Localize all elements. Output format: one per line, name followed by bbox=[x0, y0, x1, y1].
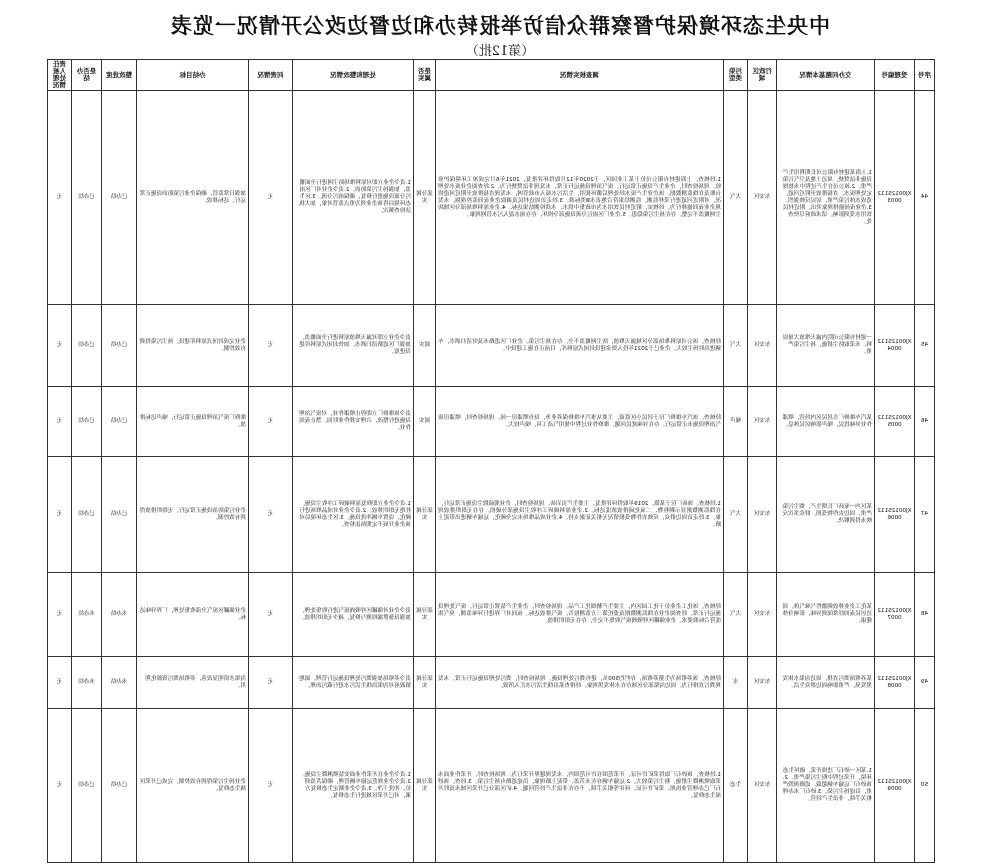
cell-account: 无 bbox=[249, 387, 293, 457]
cell-ptype: 生态 bbox=[724, 709, 748, 863]
cell-progress: 已办结 bbox=[102, 305, 137, 387]
cell-region: 东安区 bbox=[748, 457, 777, 573]
cell-verify: 经核查，该公司原料堆场部分区域露天堆放，防尘网覆盖不全，存在扬尘污染。企业厂区道路未及时清扫洒水，车辆进出时扬尘较大。企业已于2021年投入资金建设封闭式原料库，目前正在施工建设中。 bbox=[436, 305, 724, 387]
cell-no: 50 bbox=[915, 709, 935, 863]
cell-ptype: 大气 bbox=[724, 305, 748, 387]
cell-real: 部分属实 bbox=[414, 657, 436, 709]
cell-progress: 未办结 bbox=[102, 657, 137, 709]
cell-handle: 1.责令企业在开采作业面安装喷淋降尘设施。2.责令企业规范运输车辆管理，确保苫盖到位、冲洗干净。3.责令企业制定生态修复方案，对已开采区域进行生态修复。 bbox=[293, 709, 414, 863]
cell-issue: 1.上海某建材有限公司长期利用生产设施非法焚烧，周边土地及空气污染严重。2.该公司在生产过程中未按规定处理废水，直接排放至附近河道，造成水体污染严重，居民反映强烈。3.企业夜间偷排现象突出，附近村民饮用水受到影响，请求政府尽快查处。 bbox=[777, 91, 875, 305]
cell-closed: 未办结 bbox=[72, 657, 102, 709]
cell-closed: 已办结 bbox=[72, 305, 102, 387]
cell-id: XJ0012S1120007 bbox=[875, 573, 915, 657]
table-row bbox=[48, 457, 935, 573]
cell-handle: 1.责令企业立即对原料堆场防尘网进行全面覆盖，加强扬尘污染防治。2.责令企业对厂区雨污分流设施进行修复，确保雨污分流。3.区生态环境局将该企业列为重点监管对象，加大执法检查频次。 bbox=[293, 91, 414, 305]
cell-issue: 一建材有限公司院内露天堆放大量原料，未采取防尘措施，扬尘污染严重。 bbox=[777, 305, 875, 387]
cell-person: 无 bbox=[48, 709, 72, 863]
cell-region: 东安区 bbox=[748, 305, 777, 387]
cell-goal: 企业完成封闭式原料库建设，扬尘污染得到有效控制。 bbox=[137, 305, 249, 387]
cell-ptype: 大气 bbox=[724, 457, 748, 573]
cell-ptype: 大气 bbox=[724, 573, 748, 657]
col-header-id: 受理编号 bbox=[875, 60, 915, 91]
cell-closed: 已办结 bbox=[72, 709, 102, 863]
cell-person: 无 bbox=[48, 305, 72, 387]
cell-ptype: 噪声 bbox=[724, 387, 748, 457]
cell-verify: 1.经核查，该砖厂位于某镇，2019年取得环评批复，主要生产页岩砖。现场检查时，企业脱硫除尘设施正常运行，在线监测数据显示颗粒物、二氧化硫排放浓度达标。2.企业原料破碎工序收尘设施部分破损，存在无组织排放现象。3.经走访周边群众，反映农作物受损情况无相关证据支持。4.企业成品堆场未完全硬化，运输车辆进出带泥上路。 bbox=[436, 457, 724, 573]
cell-progress: 已办结 bbox=[102, 709, 137, 863]
cell-id: XJ0012S1120005 bbox=[875, 387, 915, 457]
cell-no: 44 bbox=[915, 91, 935, 305]
cell-verify: 1.经核查，该砂石厂取得采矿许可证，开采范围在许可范围内，未发现越界开采行为。现场检查时，开采作业面未采取喷淋降尘措施，粉尘污染较大。2.运输车辆存在未苫盖、带泥上路现象，沿途道路有扬尘污染。3.经查，该砂石厂已办理营业执照、采矿许可证、环评等相关手续，不存在非法生产经营问题。4.矿区部分已开采区域未及时开展生态修复。 bbox=[436, 709, 724, 863]
cell-account: 无 bbox=[249, 305, 293, 387]
table-row bbox=[48, 709, 935, 863]
cell-goal: 企业扬尘污染得到有效控制，完成已开采区域生态修复。 bbox=[137, 709, 249, 863]
cell-goal: 维修厂废气治理设施正常运行，噪声达标排放。 bbox=[137, 387, 249, 457]
table-row bbox=[48, 657, 935, 709]
col-header-closed: 是否办结 bbox=[72, 60, 102, 91]
cell-id: XJ0012S1120003 bbox=[875, 91, 915, 305]
cell-handle: 责令养殖场加强粪污处理设施运行管理，属地镇政府对沟渠沿线生活污水进行截污治理。 bbox=[293, 657, 414, 709]
cell-issue: 某汽车维修厂在居民区内经营，喷漆作业异味扰民，噪声影响居民休息。 bbox=[777, 387, 875, 457]
page-title: 中央生态环境保护督察群众信访举报转办和边督边改公开情况一览表 bbox=[170, 13, 830, 38]
col-header-ptype: 污染类型 bbox=[724, 60, 748, 91]
cell-real: 属实 bbox=[414, 387, 436, 457]
cell-no: 46 bbox=[915, 387, 935, 457]
cell-region: 东安区 bbox=[748, 91, 777, 305]
cell-no: 47 bbox=[915, 457, 935, 573]
table-header-row bbox=[48, 60, 935, 91]
cell-person: 无 bbox=[48, 91, 72, 305]
cell-handle: 1.责令企业立即修复原料破碎工序收尘设施，杜绝无组织排放。2.责令企业对成品堆场进行硬化，设置车辆冲洗设施。3.区生态环境局对该企业开展不定期执法检查。 bbox=[293, 457, 414, 573]
cell-id: XJ0012S1120009 bbox=[875, 709, 915, 863]
cell-closed: 未办结 bbox=[72, 573, 102, 657]
col-header-verify: 调查核实情况 bbox=[436, 60, 724, 91]
cell-handle: 责令企业立即对露天堆放原料进行全面覆盖，加强厂区道路清扫洒水，加快封闭式原料库建设进度。 bbox=[293, 305, 414, 387]
cell-verify: 1.经核查，上海建材有限公司位于某工业园区，于2020年12月取得环评批复，2021年6月完成竣工环境保护验收。现场检查时，企业生产设施正常运行，废气治理设施运行正常，未发现非法焚烧行为。2.经查阅企业废水处理台账及在线监测数据，该企业生产废水经处理后循环使用，生活污水接入市政管网，未发现直接排放至附近河道情况。对附近河道进行采样监测，监测结果符合地表水Ⅲ类标准。3.经走访周边村民及调取企业夜间监控视频，未发现企业夜间偷排行为。经核实，附近村民饮用水为市政集中供水，水质检测结果达标。4.企业原料堆场部分区域防尘网覆盖不完整，存在扬尘污染隐患。5.企业厂区雨污分流设施部分损坏，存在雨水混入污水管网现象。 bbox=[436, 91, 724, 305]
cell-person: 无 bbox=[48, 457, 72, 573]
cell-verify: 经核查，该汽车维修厂位于居民小区底商，主要从事汽车维修保养业务，设有喷漆房一间。现场检查时，喷漆房废气治理设施未正常运行，存在异味扰民问题。维修作业过程中使用气动工具，噪声较大。 bbox=[436, 387, 724, 457]
col-header-handle: 处理和整改情况 bbox=[293, 60, 414, 91]
cell-id: XJ0012S1120004 bbox=[875, 305, 915, 387]
cell-person: 无 bbox=[48, 387, 72, 457]
cell-account: 无 bbox=[249, 573, 293, 657]
cell-progress: 未办结 bbox=[102, 573, 137, 657]
cell-verify: 经核查，该养殖场为生猪养殖场，存栏约500头，建有粪污处理设施。现场检查时，粪污处理设施运行正常，未发现粪污直排行为。周边沟渠部分区域存在水体发黑现象，经排查系沿线生活污水汇入所致。 bbox=[436, 657, 724, 709]
cell-account: 无 bbox=[249, 657, 293, 709]
cell-progress: 已办结 bbox=[102, 387, 137, 457]
disclosure-table bbox=[47, 59, 935, 863]
cell-real: 属实 bbox=[414, 305, 436, 387]
col-header-account: 问责情况 bbox=[249, 60, 293, 91]
cell-progress: 已办结 bbox=[102, 457, 137, 573]
cell-goal: 沟渠水质明显改善，养殖场粪污资源化利用。 bbox=[137, 657, 249, 709]
col-header-person: 责任人被处理情况 bbox=[48, 60, 72, 91]
cell-issue: 某养殖场粪污直排，周边沟渠水体发黑发臭，严重影响周边群众生活。 bbox=[777, 657, 875, 709]
table-wrapper bbox=[53, 59, 935, 855]
cell-account: 无 bbox=[249, 457, 293, 573]
cell-ptype: 大气 bbox=[724, 91, 748, 305]
cell-region: 东安区 bbox=[748, 573, 777, 657]
cell-handle: 责令企业对储罐区呼吸阀废气进行收集处理，加强设备泄漏检测与修复，减少无组织排放。 bbox=[293, 573, 414, 657]
table-row bbox=[48, 387, 935, 457]
cell-handle: 责令该维修厂立即停止喷漆作业，对废气治理设施进行整改，合理安排作业时间，禁止夜间作业。 bbox=[293, 387, 414, 457]
cell-real: 部分属实 bbox=[414, 709, 436, 863]
col-header-progress: 整改进度 bbox=[102, 60, 137, 91]
cell-account: 无 bbox=[249, 709, 293, 863]
cell-id: XJ0012S1120006 bbox=[875, 457, 915, 573]
cell-person: 无 bbox=[48, 657, 72, 709]
cell-goal: 企业污染防治设施正常运行，无组织排放得到有效控制。 bbox=[137, 457, 249, 573]
cell-real: 部分属实 bbox=[414, 457, 436, 573]
col-header-issue: 交办问题基本情况 bbox=[777, 60, 875, 91]
col-header-goal: 办结目标 bbox=[137, 60, 249, 91]
cell-person: 无 bbox=[48, 573, 72, 657]
cell-goal: 加强日常监管，确保企业污染防治设施正常运行，达标排放。 bbox=[137, 91, 249, 305]
cell-ptype: 水 bbox=[724, 657, 748, 709]
cell-closed: 已办结 bbox=[72, 387, 102, 457]
page-subtitle: （第12批） bbox=[465, 44, 535, 59]
cell-verify: 经核查，该化工企业位于化工园区内，主要生产精细化工产品。现场检查时，企业生产装置正常运行，废气处理设施运行正常。经查阅企业在线监测数据及委托第三方监测报告，废气排放达标。夜间对厂界进行异味监测，臭气浓度符合标准要求。企业储罐区呼吸阀废气收集不完全，存在无组织排放。 bbox=[436, 573, 724, 657]
cell-issue: 某化工企业排放刺激性气味气体，周边居民夜间经常闻到异味，影响身体健康。 bbox=[777, 573, 875, 657]
col-header-real: 是否属实 bbox=[414, 60, 436, 91]
cell-no: 48 bbox=[915, 573, 935, 657]
table-row bbox=[48, 91, 935, 305]
cell-region: 东安区 bbox=[748, 709, 777, 863]
cell-issue: 某区内一家砖厂长期生产，烟尘污染严重，周边农作物受损，群众多次反映未得到解决。 bbox=[777, 457, 875, 573]
table-row bbox=[48, 305, 935, 387]
cell-goal: 企业储罐区废气全部收集处理，厂界异味达标。 bbox=[137, 573, 249, 657]
col-header-region: 行政区域 bbox=[748, 60, 777, 91]
cell-real: 部分属实 bbox=[414, 573, 436, 657]
cell-account: 无 bbox=[249, 91, 293, 305]
cell-region: 东安区 bbox=[748, 387, 777, 457]
cell-id: XJ0012S1120008 bbox=[875, 657, 915, 709]
table-row bbox=[48, 573, 935, 657]
cell-closed: 已办结 bbox=[72, 457, 102, 573]
cell-no: 45 bbox=[915, 305, 935, 387]
cell-issue: 1.某区一砂石厂违规开采，破坏生态环境，开采过程中粉尘污染严重。2.该砂石厂运输车辆超载，道路损毁严重，沿途扬尘污染。3.砂石厂未办理相关手续，非法生产经营。 bbox=[777, 709, 875, 863]
cell-progress: 已办结 bbox=[102, 91, 137, 305]
cell-closed: 已办结 bbox=[72, 91, 102, 305]
cell-no: 49 bbox=[915, 657, 935, 709]
cell-region: 东安区 bbox=[748, 657, 777, 709]
cell-real: 部分属实 bbox=[414, 91, 436, 305]
col-header-no: 序号 bbox=[915, 60, 935, 91]
